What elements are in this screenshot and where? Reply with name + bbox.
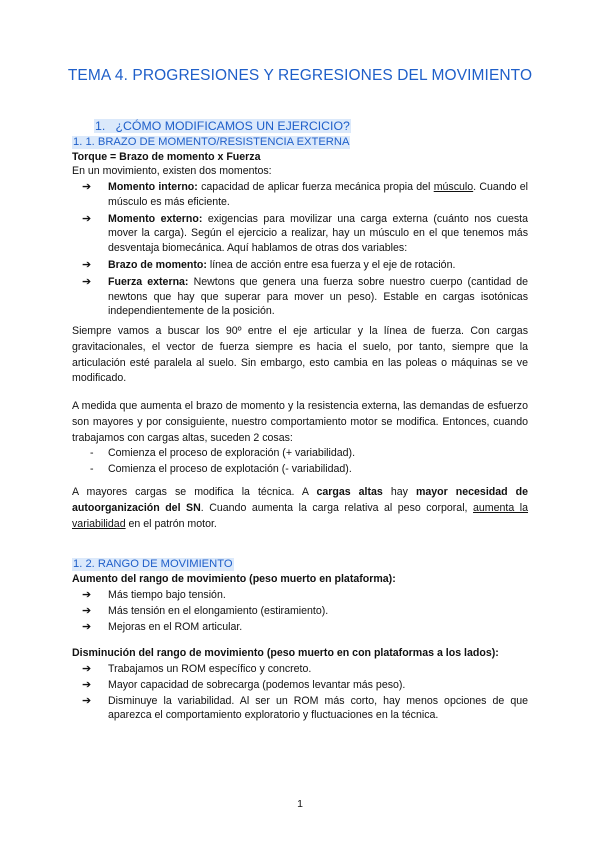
arrow-icon: ➔ — [82, 620, 92, 633]
subsection-1-2-heading: 1. 2. RANGO DE MOVIMIENTO — [73, 558, 233, 570]
list-item: - Comienza el proceso de explotación (- variabilidad). — [90, 462, 520, 478]
subsection-1-1-heading: 1. 1. BRAZO DE MOMENTO/RESISTENCIA EXTERNA — [73, 136, 350, 148]
arrow-icon: ➔ — [82, 275, 92, 288]
variabilidad-link[interactable]: aumenta la variabilidad — [72, 501, 529, 530]
page-number: 1 — [297, 798, 303, 810]
section-1-title: ¿CÓMO MODIFICAMOS UN EJERCICIO? — [115, 119, 350, 133]
aumento-rom-list — [82, 588, 528, 634]
torque-formula: Torque = Brazo de momento x Fuerza — [72, 151, 261, 163]
list-item: ➔ Mejoras en el ROM articular. — [82, 620, 243, 633]
document-title: TEMA 4. PROGRESIONES Y REGRESIONES DEL MOVIMIENTO — [67, 67, 533, 84]
list-item: ➔ Más tiempo bajo tensión. — [82, 589, 226, 601]
list-item: ➔ Fuerza externa: Newtons que genera una fuerza sobre nuestro cuerpo (cantidad de newtons que hay que superar para mover un peso). Estable en cargas isotónicas independientemente de la posición. — [82, 275, 528, 318]
section-1-number: 1. — [95, 119, 106, 133]
arrow-icon: ➔ — [82, 694, 92, 707]
disminucion-rom-title: Disminución del rango de movimiento (peso muerto en con plataformas a los lados): — [72, 647, 499, 659]
moments-list — [82, 180, 528, 319]
list-item: ➔ Momento externo: exigencias para movilizar una carga externa (cuánto nos cuesta mover la carga). Según el ejercicio a realizar, hay un músculo en el que tenemos más desventaja biomecánica. Aquí hablamos de otras dos variables: — [82, 212, 528, 255]
arrow-icon: ➔ — [82, 678, 92, 691]
dash-icon: - — [90, 447, 94, 459]
list-item: ➔ Momento interno: capacidad de aplicar fuerza mecánica propia del músculo. Cuando el músculo es más eficiente. — [82, 181, 529, 208]
list-item: ➔ Más tensión en el elongamiento (estiramiento). — [82, 604, 329, 617]
disminucion-rom-list — [82, 662, 528, 723]
arrow-icon: ➔ — [82, 258, 92, 271]
arrow-icon: ➔ — [82, 604, 92, 617]
arrow-icon: ➔ — [82, 663, 92, 675]
dash-icon: - — [90, 462, 94, 475]
dash-list — [90, 446, 520, 477]
paragraph-cargas-altas: A mayores cargas se modifica la técnica. A cargas altas hay mayor necesidad de autoorganización del SN. Cuando aumenta la carga relativa al peso corporal, aumenta la variabilidad en el patrón motor. — [72, 486, 529, 530]
section-1-heading — [94, 119, 351, 133]
arrow-icon: ➔ — [82, 212, 92, 225]
arrow-icon: ➔ — [82, 181, 92, 193]
list-item: - Comienza el proceso de exploración (+ variabilidad). — [90, 446, 520, 462]
arrow-icon: ➔ — [82, 589, 92, 601]
list-item: ➔ Trabajamos un ROM específico y concreto. — [82, 663, 312, 675]
list-item: ➔ Brazo de momento: línea de acción entre esa fuerza y el eje de rotación. — [82, 258, 456, 271]
moments-intro: En un movimiento, existen dos momentos: — [72, 165, 272, 177]
musculo-link[interactable]: músculo — [433, 181, 474, 193]
list-item: ➔ Mayor capacidad de sobrecarga (podemos levantar más peso). — [82, 678, 406, 691]
list-item: ➔ Disminuye la variabilidad. Al ser un ROM más corto, hay menos opciones de que aparezca el comportamiento exploratorio y fluctuaciones en la técnica. — [82, 694, 528, 722]
paragraph-90-degrees: Siempre vamos a buscar los 90º entre el eje articular y la línea de fuerza. Con cargas gravitacionales, el vector de fuerza siempre es hacia el suelo, por tanto, siempre que la articulación esté paralela al suelo. Sin embargo, esto cambia en las poleas o máquinas se ve modificado. — [72, 325, 528, 385]
aumento-rom-title: Aumento del rango de movimiento (peso muerto en plataforma): — [72, 573, 396, 585]
paragraph-brazo-momento: A medida que aumenta el brazo de momento y la resistencia externa, las demandas de esfuerzo son mayores y por consiguiente, nuestro comportamiento motor se modifica. Entonces, cuando trabajamos con cargas altas, suceden 2 cosas: — [72, 400, 528, 444]
